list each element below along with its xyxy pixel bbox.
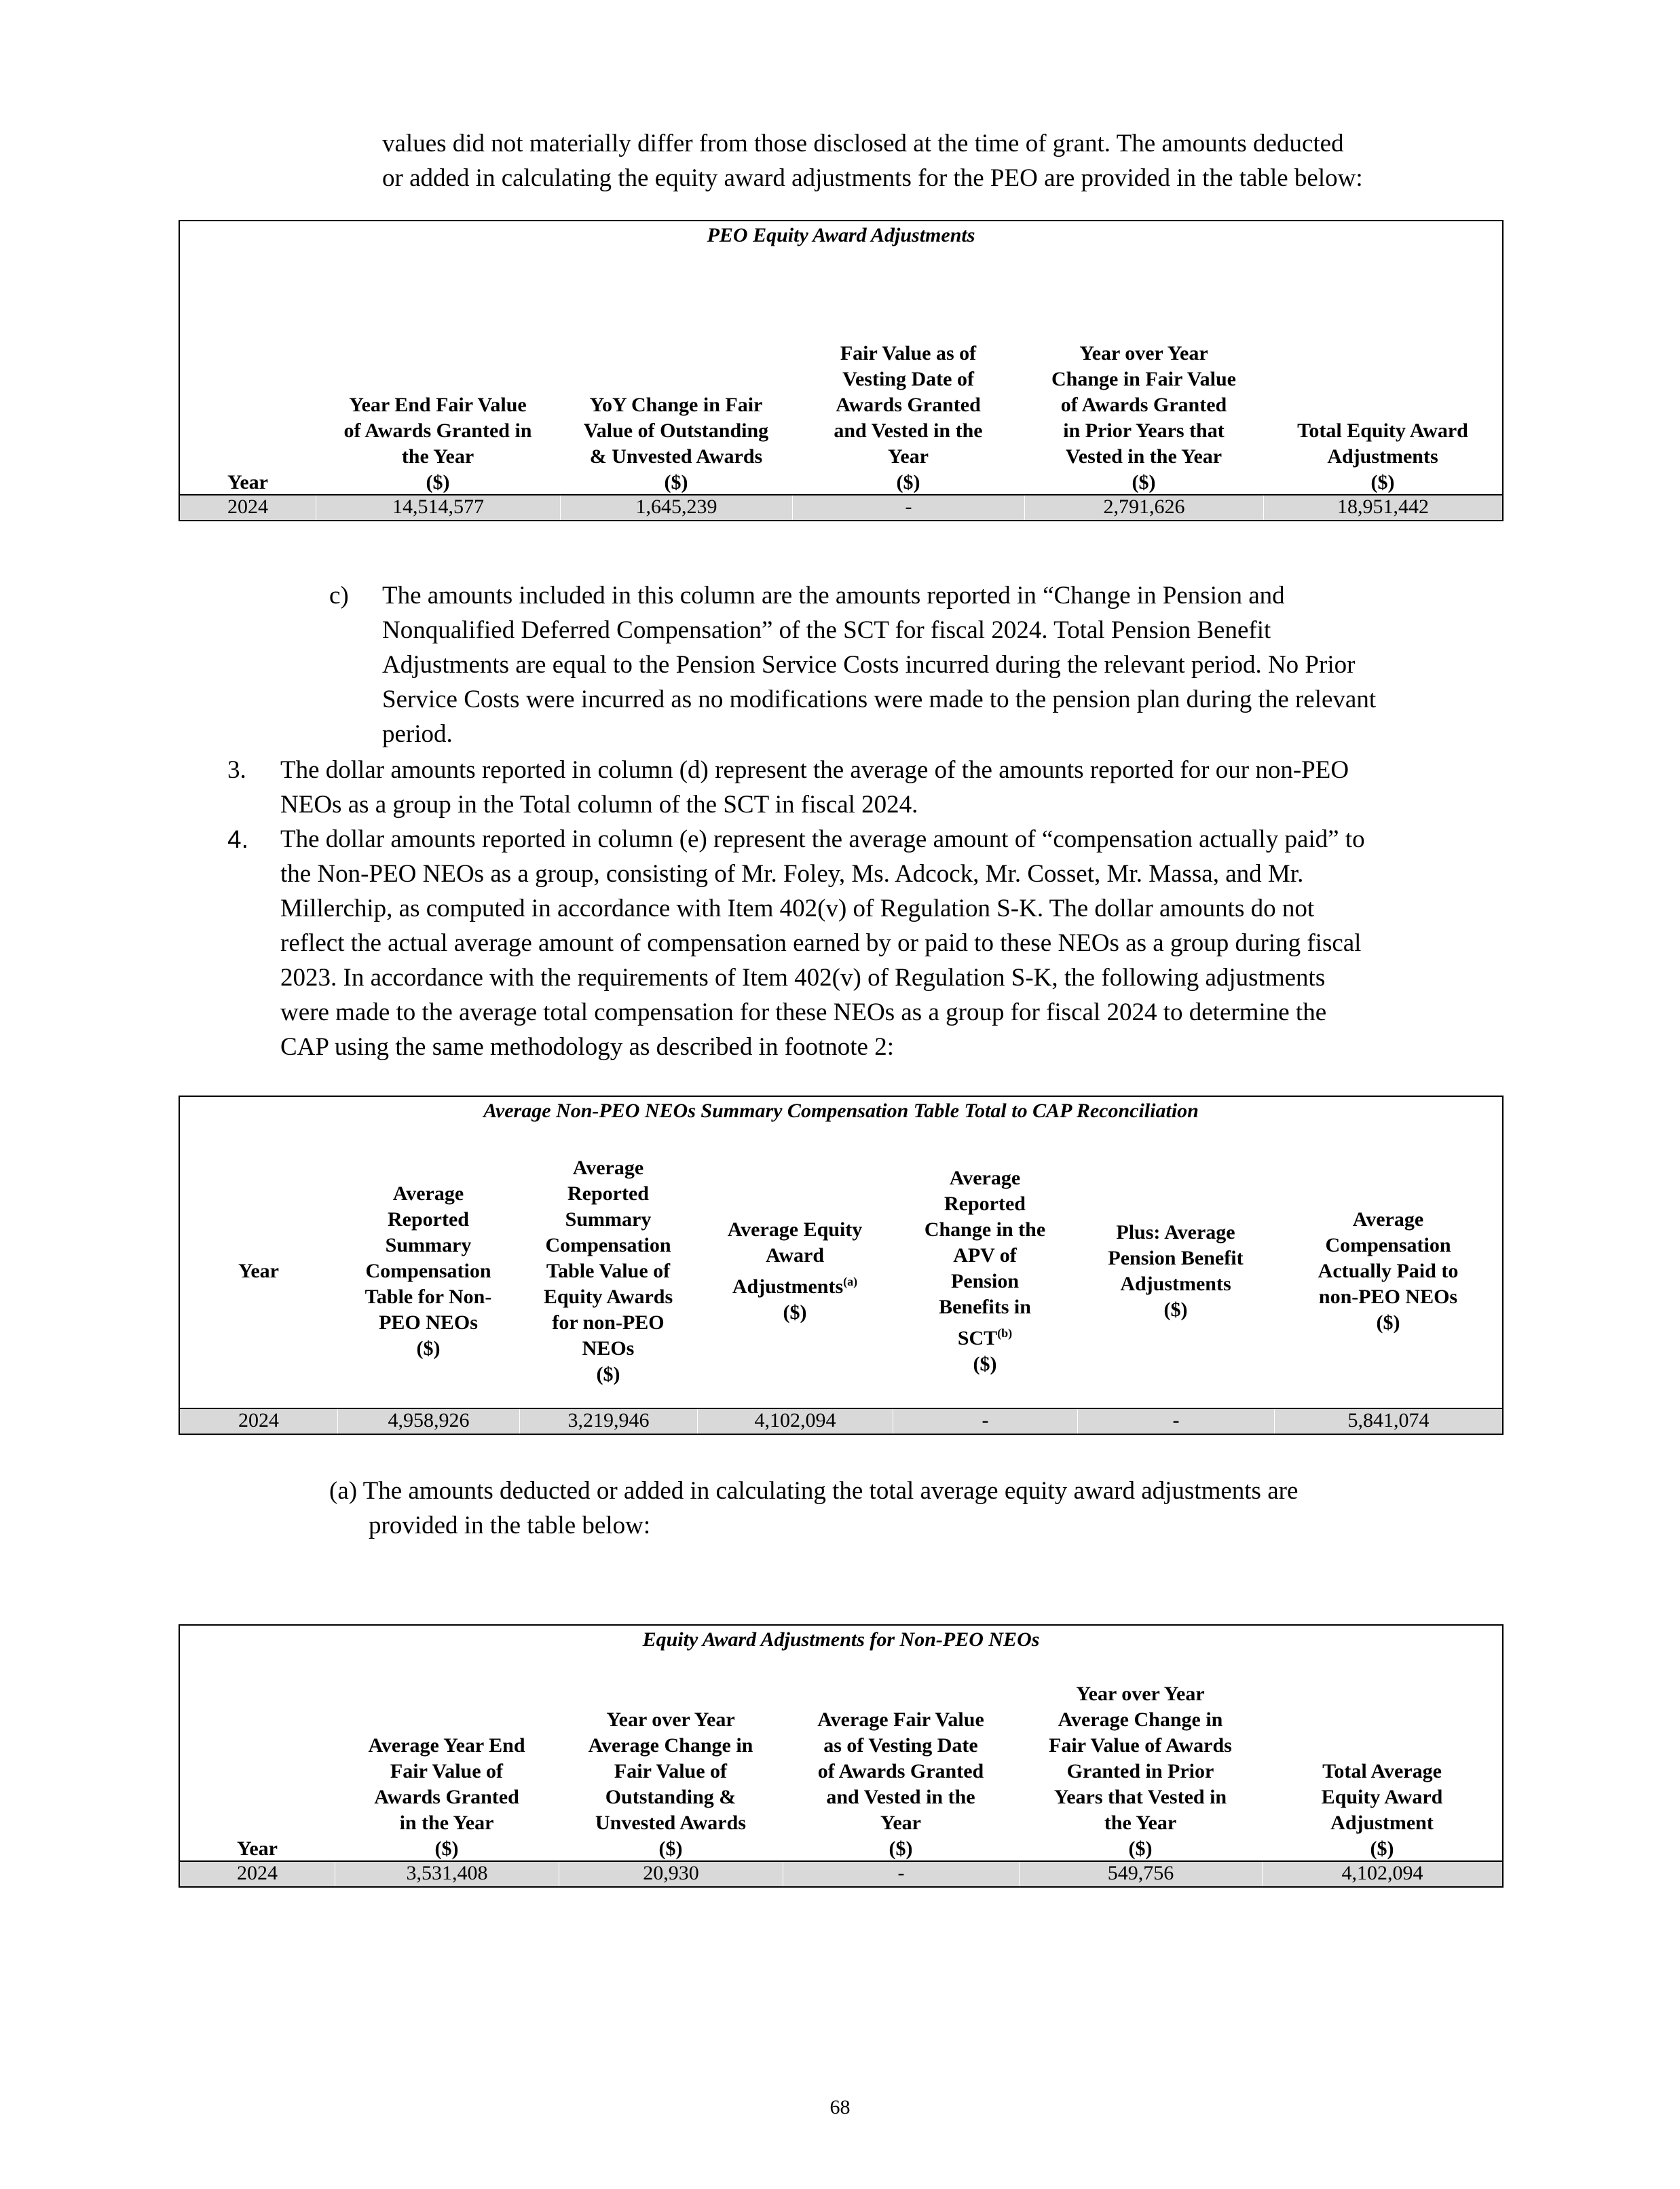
table-row [180,1408,1502,1434]
header-yoy-avg-change-prior-years: Year over Year Average Change in Fair Value of Awards Granted in Prior Years that Vested in the Year ($) [1049,1683,1232,1860]
page-number: 68 [829,2096,851,2118]
header-total-avg-equity-award: Total Average Equity Award Adjustment ($) [1321,1760,1443,1860]
note-c-marker: c) [329,582,349,610]
header-yoy-prior-years: Year over Year Change in Fair Value of Awards Granted in Prior Years that Vested in the Year ($) [1051,342,1236,493]
header-avg-equity-award-adjustments: Average Equity Award Adjustments$^{(a)}$ ($) [727,1218,863,1324]
cell-value: 549,756 [1019,1862,1262,1886]
note-a: (a) The amounts deducted or added in calculating the total average equity award adjustments are provided in the table below: [329,1477,1299,1539]
cell-value: 3,531,408 [335,1862,559,1886]
cell-value: 5,841,074 [1274,1409,1502,1434]
header-yoy-change: YoY Change in Fair Value of Outstanding & Unvested Awards ($) [583,394,769,493]
intro-paragraph [382,126,1363,195]
header-avg-fair-value-vesting: Average Fair Value as of Vesting Date of Awards Granted and Vested in the Year ($) [817,1708,984,1860]
cell-value: - [893,1409,1077,1434]
table-title: Average Non-PEO NEOs Summary Compensation Table Total to CAP Reconciliation [483,1100,1199,1122]
header-fair-value-vesting: Fair Value as of Vesting Date of Awards Granted and Vested in the Year ($) [834,342,983,493]
non-peo-equity-award-adjustments-table [179,1624,1504,1888]
header-change-in-apv: Average Reported Change in the APV of Pension Benefits in SCT$^{(b)}$ ($) [924,1167,1046,1375]
cell-value: 4,102,094 [1262,1862,1502,1886]
header-year: Year [237,1837,278,1860]
cell-value: - [1077,1409,1274,1434]
table-row [180,494,1502,520]
peo-equity-award-adjustments-table [179,220,1504,521]
non-peo-cap-reconciliation-table [179,1096,1504,1435]
header-year-end-fair-value: Year End Fair Value of Awards Granted in the Year ($) [343,394,532,493]
table-title: PEO Equity Award Adjustments [707,224,975,246]
cell-value: 20,930 [559,1862,783,1886]
cell-year: 2024 [238,1409,279,1432]
header-compensation-actually-paid: Average Compensation Actually Paid to non-PEO NEOs ($) [1318,1208,1459,1334]
cell-year: 2024 [227,495,268,518]
header-year: Year [227,471,268,493]
cell-value: 4,102,094 [697,1409,893,1434]
header-avg-year-end-fair-value: Average Year End Fair Value of Awards Granted in the Year ($) [368,1734,525,1860]
intro-line-1: values did not materially differ from those disclosed at the time of grant. The amounts deducted [382,130,1344,157]
cell-value: 2,791,626 [1024,495,1263,520]
header-reported-summary-comp: Average Reported Summary Compensation Table for Non- PEO NEOs ($) [365,1182,492,1360]
note-3: 3. The dollar amounts reported in column (d) represent the average of the amounts reported for our non-PEO NEOs as a group in the Total column of the SCT in fiscal 2024. [227,753,1349,822]
table-header [180,1672,1502,1862]
table-header [180,262,1502,495]
cell-value: 3,219,946 [519,1409,697,1434]
cell-value: - [792,495,1024,520]
header-year: Year [238,1260,279,1282]
intro-line-2: or added in calculating the equity award adjustments for the PEO are provided in the table below: [382,164,1363,192]
cell-value: 18,951,442 [1263,495,1502,520]
header-equity-awards-value: Average Reported Summary Compensation Table Value of Equity Awards for non-PEO NEOs ($) [543,1157,673,1385]
header-total-equity-award: Total Equity Award Adjustments ($) [1297,419,1468,493]
note-3-marker: 3. [227,756,246,784]
cell-year: 2024 [237,1862,278,1884]
note-c: c) The amounts included in this column are the amounts reported in “Change in Pension and Nonqualified Deferred Compensation” of the SCT for fiscal 2024. Total Pension Benefit Adjustments are equal to the Pension Service Costs incurred during the relevant period. No Prior Service Costs were incurred as no modifications were made to the pension plan during the relevant period. [329,578,1536,751]
table-title: Equity Award Adjustments for Non-PEO NEOs [642,1628,1040,1651]
table-row [180,1860,1502,1886]
cell-value: - [783,1862,1019,1886]
cell-value: 14,514,577 [316,495,560,520]
header-pension-benefit-adjustments: Plus: Average Pension Benefit Adjustments ($) [1108,1221,1244,1321]
note-4-marker: 4. [227,825,248,853]
header-yoy-avg-change-outstanding: Year over Year Average Change in Fair Value of Outstanding & Unvested Awards ($) [588,1708,753,1860]
note-4: 4. The dollar amounts reported in column (e) represent the average amount of “compensation actually paid” to the Non-PEO NEOs as a group, consisting of Mr. Foley, Ms. Adcock, Mr. Cosset, Mr. Massa, and Mr. Millerchip, as computed in accordance with Item 402(v) of Regulation S-K. The dollar amounts do not reflect the actual average amount of compensation earned by or paid to these NEOs as a group during fiscal 2023. In accordance with the requirements of Item 402(v) of Regulation S-K, the following adjustments were made to the average total compensation for these NEOs as a group for fiscal 2024 to determine the CAP using the same methodology as described in footnote 2: [227,822,1365,1064]
cell-value: 4,958,926 [337,1409,519,1434]
cell-value: 1,645,239 [560,495,792,520]
table-header [180,1132,1502,1410]
